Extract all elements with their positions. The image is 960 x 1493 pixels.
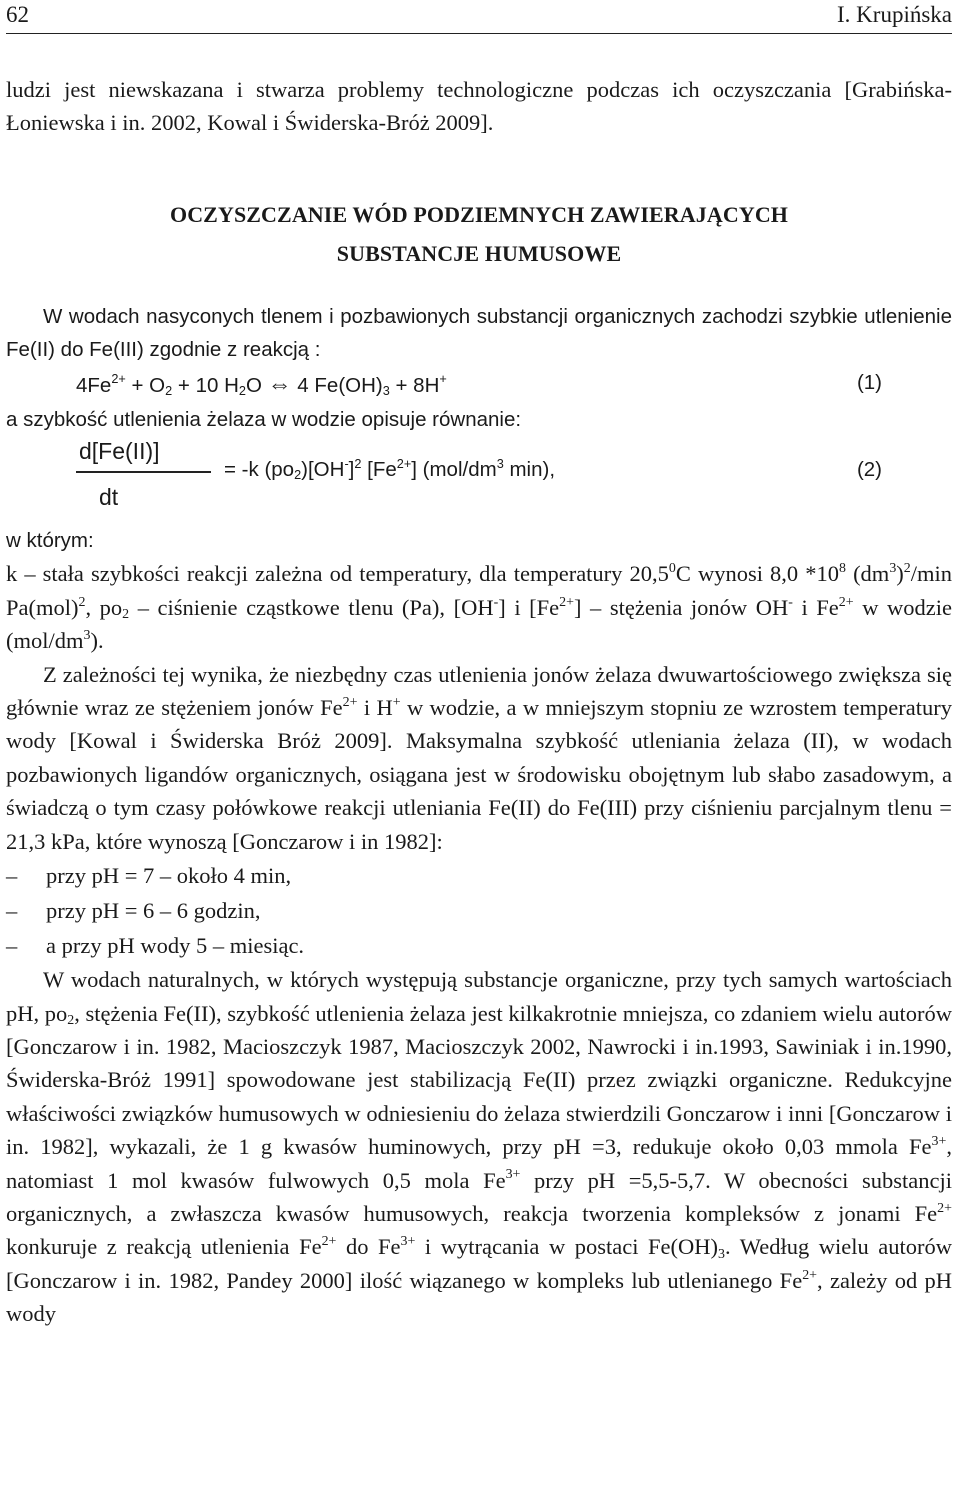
- document-page: [6, 0, 952, 1331]
- half-life-list: [6, 858, 952, 963]
- section-title: [6, 195, 952, 273]
- running-author: I. Krupińska: [837, 2, 952, 27]
- paragraph-oxidation: W wodach nasyconych tlenem i pozbawionych substancji organicznych zachodzi szybkie utlenienie Fe(II) do Fe(III) zgodnie z reakcją :: [6, 304, 952, 362]
- equation-2-denominator: dt: [99, 484, 119, 511]
- equation-1-number: (1): [856, 370, 882, 394]
- equation-1: [6, 367, 952, 403]
- paragraph-intro: ludzi jest niewskazana i stwarza problemy technologiczne podczas ich oczyszczania [Grabińska-Łoniewska i in. 2002, Kowal i Świderska-Bróż 2009].: [6, 77, 952, 136]
- equilibrium-arrow-icon: ⇔: [267, 370, 292, 398]
- paragraph-rate-intro: a szybkość utlenienia żelaza w wodzie opisuje równanie:: [6, 407, 522, 431]
- page-number: 62: [6, 2, 29, 27]
- list-item: – przy pH = 6 – 6 godzin,: [6, 893, 952, 928]
- dash-bullet-icon: –: [6, 898, 18, 924]
- paragraph-dependence: Z zależności tej wynika, że niezbędny czas utlenienia jonów żelaza dwuwartościowego zwiększa się głównie wraz ze stężeniem jonów $Fe^{2+}$ i H+ w wodzie, a w mniejszym stopniu ze wzrostem temperatury wody [Kowal i Świderska Bróż 2009]. Maksymalna szybkość utleniania żelaza (II), w wodach pozbawionych ligandów organicznych, osiągana jest w środowisku obojętnym lub słabo zasadowym, a świadczą o tym czasy połówkowe reakcji utleniania Fe(II) do Fe(III) przy ciśnieniu parcjalnym tlenu = 21,3 kPa, które wynoszą [Gonczarow i in 1982]:: [6, 661, 952, 854]
- paragraph-natural-waters: W wodach naturalnych, w których występują substancje organiczne, przy tych samych wartościach pH, $po_2$, stężenia Fe(II), szybkość utlenienia żelaza jest kilkakrotnie mniejsza, co zdaniem wielu autorów [Gonczarow i in. 1982, Macioszczyk 1987, Macioszczyk 2002, Nawrocki i in.1993, Sawiniak i in.1990, Świderska-Bróż 1991] spowodowane jest stabilizacją Fe(II) przez związki organiczne. Redukcyjne właściwości związków humusowych w odniesieniu do żelaza stwierdzili Gonczarow i inni [Gonczarow i in. 1982], wykazali, że 1 g kwasów huminowych, przy pH =3, redukuje około 0,03 mmola $Fe^{3+}$, natomiast 1 mol kwasów fulwowych 0,5 mola $Fe^{3+}$ przy pH =5,5-5,7. W obecności substancji organicznych, a zwłaszcza kwasów humusowych, reakcja tworzenia kompleksów z jonami $Fe^{2+}$ konkuruje z reakcją utlenienia $Fe^{2+}$ do $Fe^{3+}$ i wytrącania w postaci $Fe(OH)_3$. Według wielu autorów [Gonczarow i in. 1982, Pandey 2000] ilość wiązanego w kompleks lub utlenianego $Fe^{2+}$, zależy od pH wody: [6, 967, 953, 1327]
- dash-bullet-icon: –: [6, 863, 18, 889]
- equation-2-rhs: = -k $(po_2)[OH^-]^2$ $[Fe^{2+}]$ ($mol/dm^3$ min),: [224, 455, 556, 483]
- paragraph-variables: k – stała szybkości reakcji zależna od temperatury, dla temperatury 20,5$^0$C wynosi 8,0 $*10^8$ $(dm^3)^2/\min$ Pa(mol)$^2$, $po_2$ – ciśnienie cząstkowe tlenu (Pa), [OH-] i $[Fe^{2+}]$ – stężenia jonów OH- i $Fe^{2+}$ w wodzie $(mol/dm^3)$.: [6, 561, 953, 654]
- equation-2: [6, 436, 952, 524]
- where-label: w którym:: [6, 529, 94, 553]
- page-header: [6, 0, 952, 34]
- equation-2-number: (2): [856, 458, 882, 482]
- equation-2-numerator: d[Fe(II)]: [79, 438, 160, 465]
- list-item: – przy pH = 7 – około 4 min,: [6, 858, 952, 893]
- section-title-line-1: OCZYSZCZANIE WÓD PODZIEMNYCH ZAWIERAJĄCYCH: [169, 201, 789, 227]
- dash-bullet-icon: –: [6, 933, 18, 959]
- section-title-line-2: SUBSTANCJE HUMUSOWE: [336, 240, 622, 266]
- list-item: – a przy pH wody 5 – miesiąc.: [6, 928, 952, 963]
- fraction-bar: [76, 471, 211, 473]
- equation-1-expression: $4Fe^{2+} + O_2 + 10$ $H_2O$ ⇔ 4 $Fe(OH)_3 + 8H^+$: [76, 370, 447, 398]
